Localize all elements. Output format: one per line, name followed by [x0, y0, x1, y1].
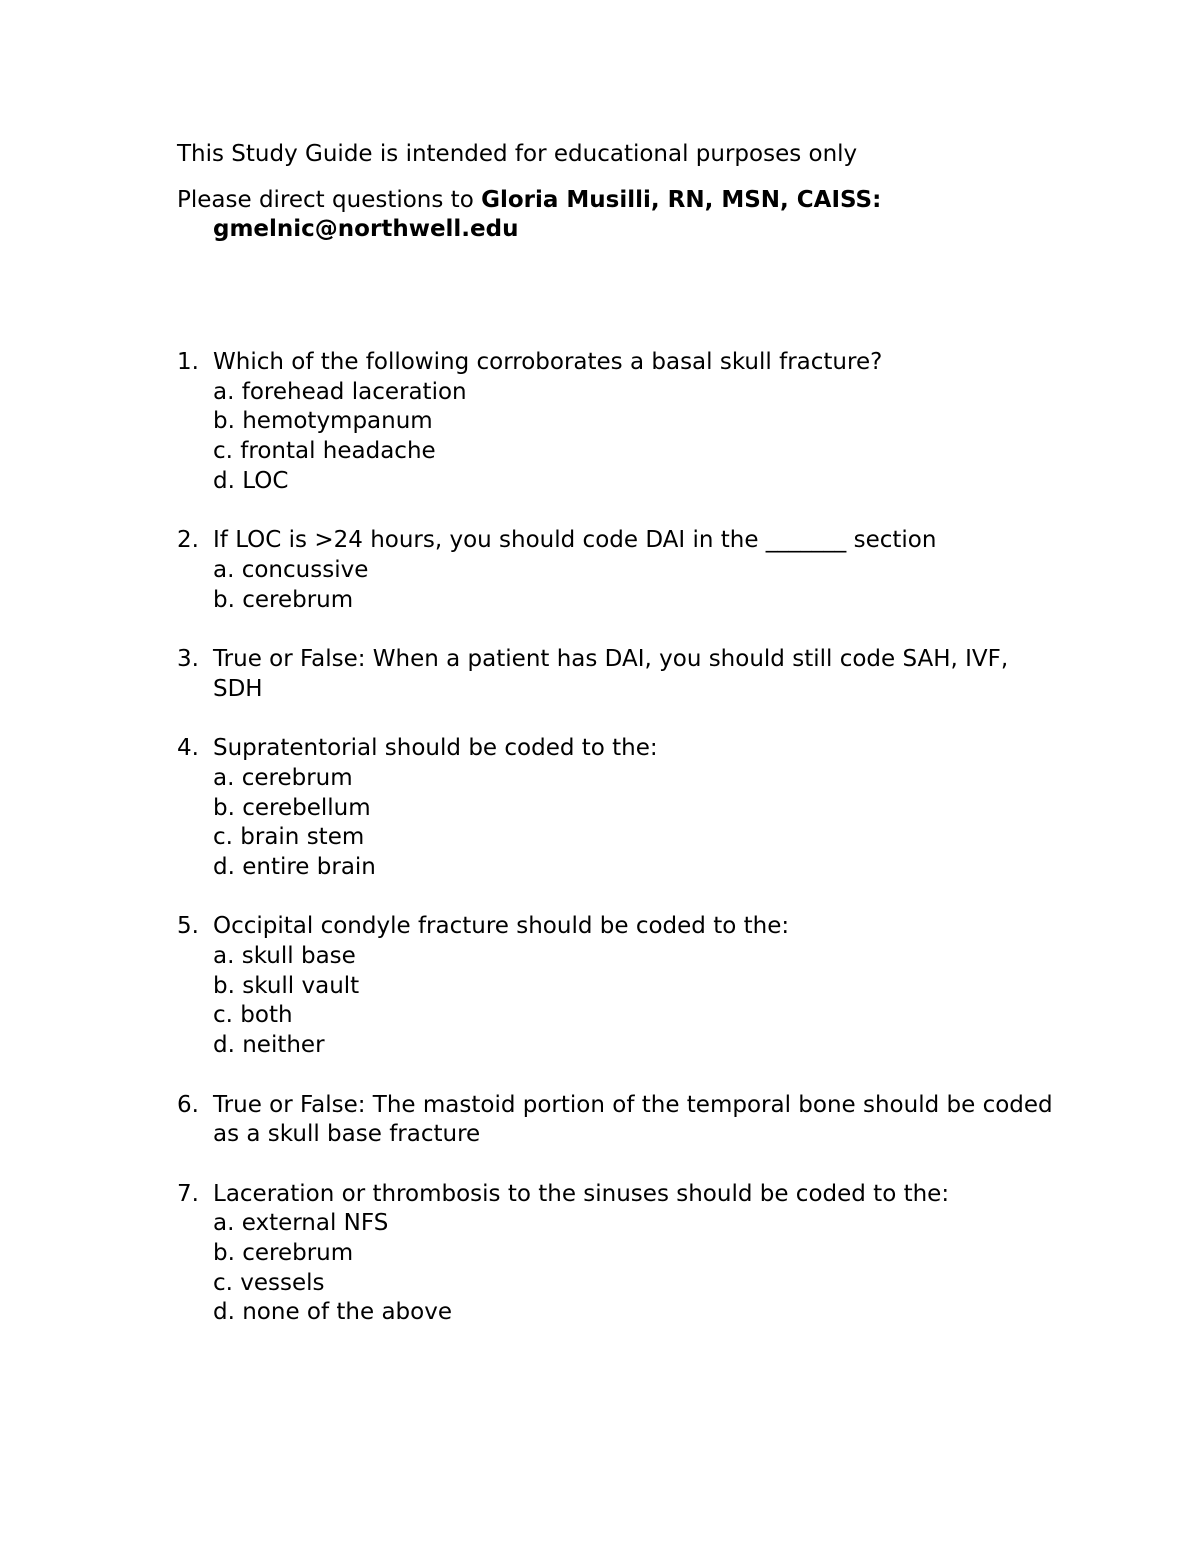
answer-option: a. external NFS [213, 1210, 389, 1237]
contact-name: Gloria Musilli, RN, MSN, CAISS: [481, 186, 882, 213]
answer-option: d. LOC [213, 467, 289, 494]
answer-options [213, 1209, 1057, 1328]
question-number: 4. [177, 735, 199, 762]
question-text: Which of the following corroborates a basal skull fracture? [213, 349, 883, 375]
answer-option: a. cerebrum [213, 764, 353, 791]
answer-option: c. vessels [213, 1269, 325, 1296]
contact-email: gmelnic@northwell.edu [213, 216, 519, 243]
question-text: True or False: The mastoid portion of the temporal bone should be coded as a skull base fracture [213, 1091, 1053, 1148]
question-number: 3. [177, 646, 199, 672]
question-item [177, 912, 1057, 1061]
question-item [177, 645, 1057, 704]
question-item [177, 1180, 1057, 1329]
contact-prefix: Please direct questions to [177, 186, 482, 213]
question-text: If LOC is >24 hours, you should code DAI in the _______ section [213, 527, 937, 554]
document-header [177, 140, 1057, 245]
question-number: 2. [177, 527, 199, 554]
question-text: Laceration or thrombosis to the sinuses should be coded to the: [213, 1180, 950, 1207]
answer-option: c. frontal headache [213, 438, 436, 465]
answer-option: b. cerebrum [213, 1240, 354, 1266]
answer-option: b. skull vault [213, 972, 360, 999]
answer-options [213, 764, 1057, 883]
answer-option: b. hemotympanum [213, 408, 433, 435]
answer-options [213, 942, 1057, 1061]
question-number: 1. [177, 349, 199, 375]
question-item [177, 348, 1057, 497]
question-item [177, 1091, 1057, 1150]
answer-option: b. cerebellum [213, 794, 371, 821]
question-number: 5. [177, 913, 199, 940]
question-list [177, 348, 1057, 1358]
question-text: Occipital condyle fracture should be coded to the: [213, 913, 790, 940]
question-item [177, 526, 1057, 615]
answer-options [213, 378, 1057, 497]
answer-option: a. skull base [213, 943, 356, 969]
answer-option: c. both [213, 1002, 293, 1029]
answer-option: a. forehead laceration [213, 378, 467, 405]
answer-options [213, 556, 1057, 615]
contact-line [177, 186, 1057, 245]
question-number: 6. [177, 1091, 199, 1118]
answer-option: d. none of the above [213, 1299, 452, 1326]
question-item [177, 734, 1057, 883]
intro-text: This Study Guide is intended for educational purposes only [177, 141, 858, 167]
answer-option: d. entire brain [213, 853, 376, 880]
answer-option: c. brain stem [213, 824, 365, 851]
question-number: 7. [177, 1180, 199, 1207]
question-text: Supratentorial should be coded to the: [213, 735, 658, 762]
answer-option: b. cerebrum [213, 586, 354, 613]
answer-option: d. neither [213, 1032, 325, 1059]
answer-option: a. concussive [213, 556, 369, 583]
question-text: True or False: When a patient has DAI, you should still code SAH, IVF, SDH [213, 646, 1009, 702]
